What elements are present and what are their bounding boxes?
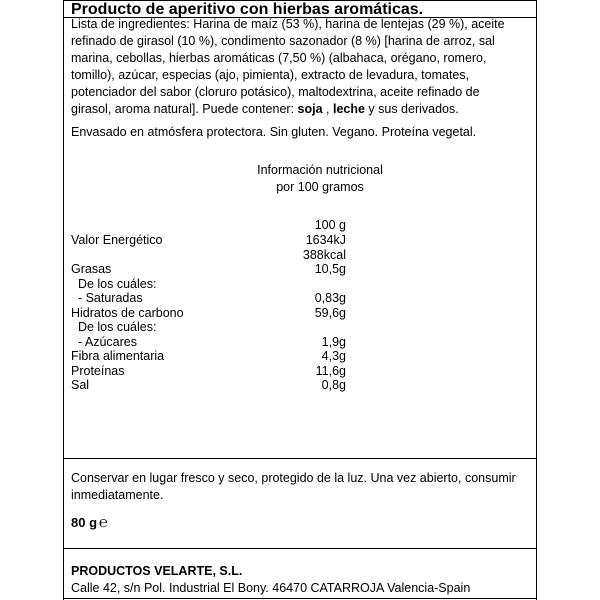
nutrition-row-value: 0,83g bbox=[314, 291, 346, 305]
ingredients-text: , bbox=[322, 102, 333, 116]
nutrition-header bbox=[250, 162, 390, 196]
nutrition-row-value: 0,8g bbox=[321, 378, 346, 392]
estimated-sign-icon: ℮ bbox=[99, 514, 109, 531]
nutrition-row-label: Valor Energético bbox=[71, 233, 163, 247]
ingredients-list bbox=[71, 16, 531, 118]
weight-divider bbox=[63, 548, 537, 549]
ingredients-line-allergens bbox=[71, 101, 531, 118]
nutrition-row-label: Hidratos de carbono bbox=[71, 305, 184, 320]
storage-line: inmediatamente. bbox=[71, 488, 164, 502]
nutrition-row-value: 1634kJ bbox=[305, 233, 346, 247]
ingredients-text: y sus derivados. bbox=[364, 102, 459, 116]
nutrition-divider bbox=[63, 458, 537, 459]
nutrition-row-value: 388kcal bbox=[302, 247, 346, 262]
ingredients-line: Lista de ingredientes: Harina de maíz (53 %), harina de lentejas (29 %), aceite bbox=[71, 17, 505, 31]
ingredients-line: tomillo), azúcar, especias (ajo, pimienta), extracto de levadura, tomates, bbox=[71, 68, 470, 82]
storage-line: Conservar en lugar fresco y seco, protegido de la luz. Una vez abierto, consumir bbox=[71, 471, 516, 485]
nutrition-row-label: - Azúcares bbox=[71, 334, 137, 349]
storage-instructions bbox=[71, 470, 516, 504]
company-address: Calle 42, s/n Pol. Industrial El Bony. 46470 CATARROJA Valencia-Spain bbox=[71, 581, 471, 595]
nutrition-header-title: Información nutricional bbox=[257, 163, 383, 177]
nutrition-row-label: De los cuáles: bbox=[71, 320, 157, 334]
ingredients-line: refinado de girasol (10 %), condimento sazonador (8 %) [harina de arroz, sal bbox=[71, 34, 495, 48]
nutrition-row-label: - Saturadas bbox=[71, 291, 143, 305]
nutrition-row-value: 4,3g bbox=[321, 349, 346, 363]
nutrition-row-label: De los cuáles: bbox=[71, 276, 157, 291]
nutrition-header-basis: por 100 gramos bbox=[276, 180, 364, 194]
nutrition-column-header: 100 g bbox=[314, 218, 346, 232]
product-title: Producto de aperitivo con hierbas aromáticas. bbox=[71, 1, 424, 18]
nutrition-row-value: 11,6g bbox=[315, 363, 346, 378]
packaging-statement: Envasado en atmósfera protectora. Sin gluten. Vegano. Proteína vegetal. bbox=[71, 125, 477, 139]
nutrition-row-label: Fibra alimentaria bbox=[71, 349, 165, 363]
ingredients-line: potenciador del sabor (cloruro potásico), maltodextrina, aceite refinado de bbox=[71, 85, 480, 99]
bottom-border bbox=[63, 598, 537, 599]
ingredients-line: marina, cebollas, hierbas aromáticas (7,50 %) (albahaca, orégano, romero, bbox=[71, 51, 487, 65]
company-name: PRODUCTOS VELARTE, S.L. bbox=[71, 564, 243, 578]
net-weight-value: 80 g bbox=[71, 515, 98, 530]
allergen-soja: soja bbox=[297, 102, 323, 116]
ingredients-text: girasol, aroma natural]. Puede contener: bbox=[71, 102, 298, 116]
nutrition-row-label: Sal bbox=[71, 378, 90, 392]
allergen-leche: leche bbox=[332, 102, 365, 116]
net-weight bbox=[71, 514, 108, 531]
nutrition-row-value: 10,5g bbox=[314, 262, 346, 276]
nutrition-row-value: 1,9g bbox=[321, 334, 346, 349]
nutrition-row-label: Grasas bbox=[71, 262, 112, 276]
nutrition-row-value: 59,6g bbox=[314, 305, 346, 320]
nutrition-row-label: Proteínas bbox=[71, 363, 125, 378]
